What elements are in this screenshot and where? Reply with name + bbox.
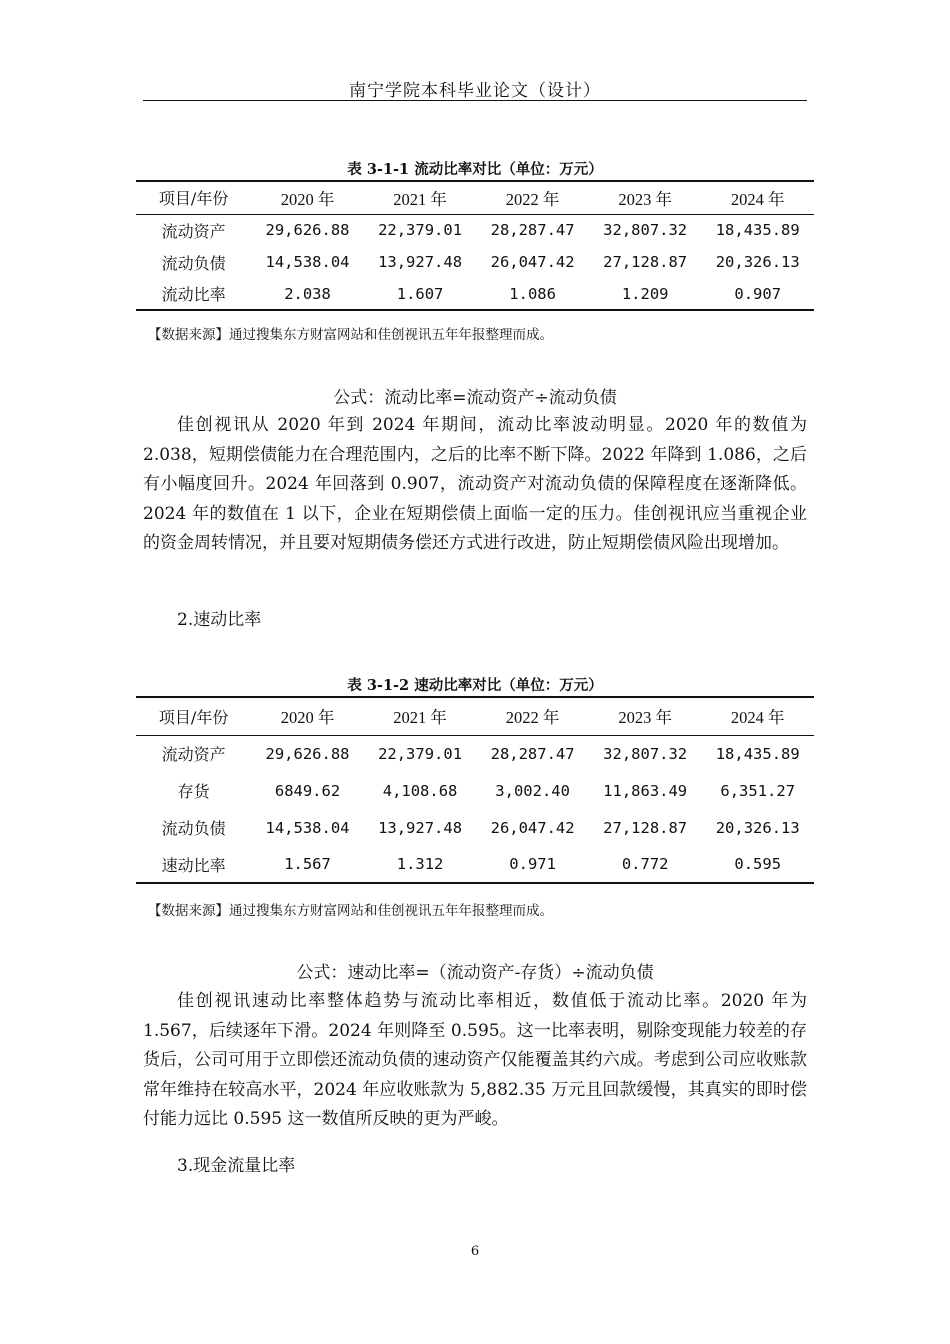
table-cell: 26,047.42 — [490, 818, 575, 837]
table-cell: 20,326.13 — [715, 818, 800, 837]
row-label: 速动比率 — [161, 855, 226, 875]
running-header: 南宁学院本科毕业论文（设计） — [349, 81, 601, 101]
table-cell: 4,108.68 — [382, 781, 458, 800]
table-cell: 32,807.32 — [603, 221, 688, 240]
table-cell: 2.038 — [284, 284, 331, 303]
table-cell: 28,287.47 — [490, 221, 575, 240]
table1-source-note: 【数据来源】通过搜集东方财富网站和佳创视讯五年年报整理而成。 — [148, 327, 553, 343]
row-label: 流动资产 — [161, 745, 226, 765]
table-cell: 6,351.27 — [720, 781, 796, 800]
table-cell: 1.567 — [284, 855, 331, 873]
table-cell: 14,538.04 — [265, 818, 350, 837]
table-cell: 22,379.01 — [378, 221, 463, 240]
column-header: 2024 年 — [701, 697, 814, 735]
page-number: 6 — [470, 1244, 480, 1259]
body-paragraph: 佳创视讯速动比率整体趋势与流动比率相近，数值低于流动比率。2020 年为 1.567，后续逐年下滑。2024 年则降至 0.595。这一比率表明，剔除变现能力较差的存货后，公司可用于立即偿还流动负债的速动资产仅能覆盖其约六成。考虑到公司应收账款常年维持在较高水平，2024 年应收账款为 5,882.35 万元且回款缓慢，其真实的即时偿付能力远比 0.595 这一数值所反映的更为严峻。 — [143, 991, 807, 1129]
table-cell: 11,863.49 — [603, 781, 688, 800]
table-cell: 28,287.47 — [490, 744, 575, 763]
column-header: 2021 年 — [364, 697, 477, 735]
row-label: 存货 — [177, 782, 210, 801]
table-cell: 18,435.89 — [715, 744, 800, 763]
table-cell: 0.907 — [734, 284, 782, 303]
table-cell: 27,128.87 — [603, 818, 688, 837]
column-header: 项目/年份 — [136, 181, 251, 214]
table-header-row — [136, 181, 814, 214]
column-header: 2023 年 — [589, 697, 702, 735]
table-row — [136, 772, 814, 809]
table-cell: 6849.62 — [274, 781, 341, 800]
table-cell: 1.209 — [621, 284, 669, 303]
row-label: 流动负债 — [161, 253, 226, 273]
table-cell: 29,626.88 — [265, 221, 350, 240]
row-label: 流动负债 — [161, 819, 226, 838]
table-cell: 14,538.04 — [265, 253, 350, 271]
formula-quick-ratio: 公式：速动比率=（流动资产-存货）÷流动负债 — [296, 963, 654, 983]
column-header: 2020 年 — [251, 697, 364, 735]
row-label: 流动比率 — [161, 285, 226, 304]
column-header: 2020 年 — [251, 181, 364, 214]
table-row — [136, 735, 814, 772]
table-row — [136, 246, 814, 278]
quick-ratio-table — [136, 696, 814, 884]
formula-current-ratio: 公式：流动比率=流动资产÷流动负债 — [333, 388, 617, 408]
table2-caption: 表 3-1-2 速动比率对比（单位：万元） — [347, 677, 603, 694]
section-subhead: 3.现金流量比率 — [177, 1156, 296, 1176]
table-row — [136, 846, 814, 883]
column-header: 2023 年 — [589, 181, 702, 214]
table-cell: 0.595 — [734, 855, 782, 873]
table-cell: 22,379.01 — [378, 744, 463, 763]
table-row — [136, 809, 814, 846]
table-cell: 32,807.32 — [603, 744, 688, 763]
table-row — [136, 214, 814, 246]
table-cell: 3,002.40 — [495, 781, 570, 800]
table-cell: 27,128.87 — [603, 253, 688, 271]
table-cell: 20,326.13 — [715, 253, 800, 271]
table1-caption: 表 3-1-1 流动比率对比（单位：万元） — [347, 161, 603, 178]
table-cell: 0.772 — [621, 855, 669, 873]
column-header: 2022 年 — [476, 697, 589, 735]
table-cell: 1.312 — [396, 855, 444, 873]
column-header: 2021 年 — [364, 181, 477, 214]
column-header: 2024 年 — [701, 181, 814, 214]
column-header: 2022 年 — [476, 181, 589, 214]
table-cell: 0.971 — [509, 855, 556, 873]
table-cell: 13,927.48 — [378, 253, 463, 271]
row-label: 流动资产 — [161, 221, 226, 241]
header-rule — [143, 100, 807, 101]
table-cell: 1.607 — [396, 284, 444, 303]
table2-source-note: 【数据来源】通过搜集东方财富网站和佳创视讯五年年报整理而成。 — [148, 903, 553, 919]
table-row — [136, 278, 814, 310]
table-cell: 18,435.89 — [715, 221, 800, 240]
table-cell: 13,927.48 — [378, 818, 463, 837]
column-header: 项目/年份 — [136, 697, 251, 735]
table-header-row — [136, 697, 814, 735]
table-cell: 1.086 — [509, 284, 556, 303]
table-cell: 29,626.88 — [265, 744, 350, 763]
body-paragraph: 佳创视讯从 2020 年到 2024 年期间，流动比率波动明显。2020 年的数值为 2.038，短期偿债能力在合理范围内，之后的比率不断下降。2022 年降到 1.086，之后有小幅度回升。2024 年回落到 0.907，流动资产对流动负债的保障程度在逐渐降低。2024 年的数值在 1 以下，企业在短期偿债上面临一定的压力。佳创视讯应当重视企业的资金周转情况，并且要对短期债务偿还方式进行改进，防止短期偿债风险出现增加。 — [143, 415, 807, 553]
current-ratio-table — [136, 180, 814, 311]
table-cell: 26,047.42 — [490, 253, 575, 271]
section-subhead: 2.速动比率 — [177, 610, 262, 630]
